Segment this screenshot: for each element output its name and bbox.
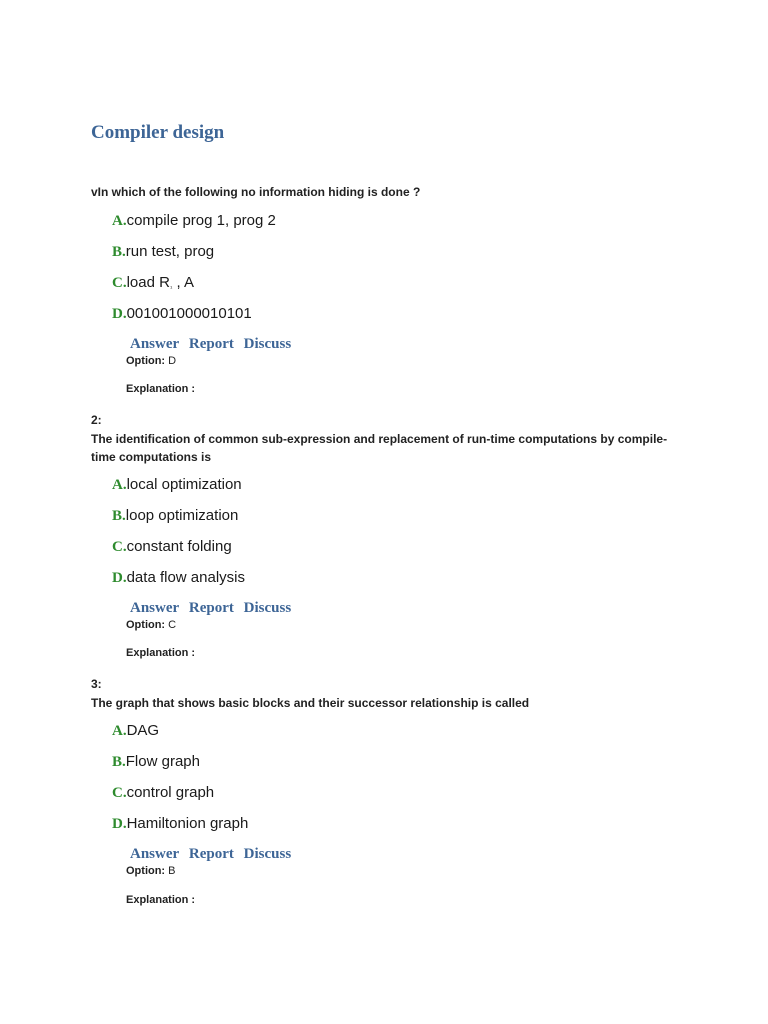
explanation-label: Explanation : [126,894,196,906]
question-3-option-a[interactable] [112,722,159,740]
option-text: local optimization [126,476,242,493]
option-letter: B. [112,754,126,770]
question-3-option-c[interactable] [112,784,214,802]
question-2-option-d[interactable] [112,569,245,587]
question-3-option-b[interactable] [112,753,200,771]
option-letter: B. [112,244,126,260]
option-letter: A. [112,477,127,493]
option-text: loop optimization [125,507,239,524]
report-link[interactable]: Report [188,846,234,862]
question-2-text: The identification of common sub-expression and replacement of run-time computations by compile-time computations is [91,432,668,464]
question-3-answer [126,865,176,877]
question-2-explanation [126,647,195,659]
discuss-link[interactable]: Discuss [243,336,292,352]
option-text: load R [126,274,170,291]
explanation-label: Explanation : [126,647,196,659]
option-letter: C. [112,539,127,555]
option-label: Option: [126,865,166,877]
question-3-option-d[interactable] [112,815,248,833]
option-text: run test, prog [125,243,215,260]
option-text: control graph [126,784,215,801]
option-text: Hamiltonion graph [126,815,249,832]
option-text-tail: , A [172,274,195,291]
explanation-label: Explanation : [126,383,196,395]
answer-link[interactable]: Answer [130,600,180,616]
question-1-option-d[interactable] [112,305,252,323]
question-2-option-b[interactable] [112,507,238,525]
question-2-answer [126,619,176,631]
discuss-link[interactable]: Discuss [243,846,292,862]
question-3-text: The graph that shows basic blocks and their successor relationship is called [91,696,530,710]
option-letter: B. [112,508,126,524]
option-label: Option: [126,355,166,367]
option-letter: D. [112,570,127,586]
option-text: DAG [126,722,160,739]
question-2-actions [130,600,297,617]
question-1-option-b[interactable] [112,243,214,261]
question-1-option-a[interactable] [112,212,276,230]
option-label: Option: [126,619,166,631]
question-1-explanation [126,383,195,395]
question-2-option-a[interactable] [112,476,242,494]
report-link[interactable]: Report [188,336,234,352]
question-1-actions [130,336,297,353]
question-1-text: vIn which of the following no information hiding is done ? [91,185,421,199]
option-letter: D. [112,306,127,322]
question-3-number: 3: [91,677,102,691]
option-letter: A. [112,213,127,229]
question-2-option-c[interactable] [112,538,232,556]
option-text: Flow graph [125,753,200,770]
option-letter: D. [112,816,127,832]
answer-value: D [168,355,177,367]
question-1-answer [126,355,176,367]
option-text: 001001000010101 [126,305,252,322]
answer-link[interactable]: Answer [130,336,180,352]
question-3-actions [130,846,297,863]
answer-link[interactable]: Answer [130,846,180,862]
discuss-link[interactable]: Discuss [243,600,292,616]
option-text: data flow analysis [126,569,245,586]
answer-value: B [168,865,176,877]
question-3-explanation [126,894,195,906]
answer-value: C [168,619,177,631]
question-2-number: 2: [91,413,102,427]
question-1-option-c[interactable] [112,274,194,292]
option-letter: C. [112,275,127,291]
option-subscript: ₁ [169,283,173,290]
option-text: constant folding [126,538,232,555]
option-letter: A. [112,723,127,739]
option-letter: C. [112,785,127,801]
report-link[interactable]: Report [188,600,234,616]
option-text: compile prog 1, prog 2 [126,212,276,229]
page-title: Compiler design [91,122,225,143]
